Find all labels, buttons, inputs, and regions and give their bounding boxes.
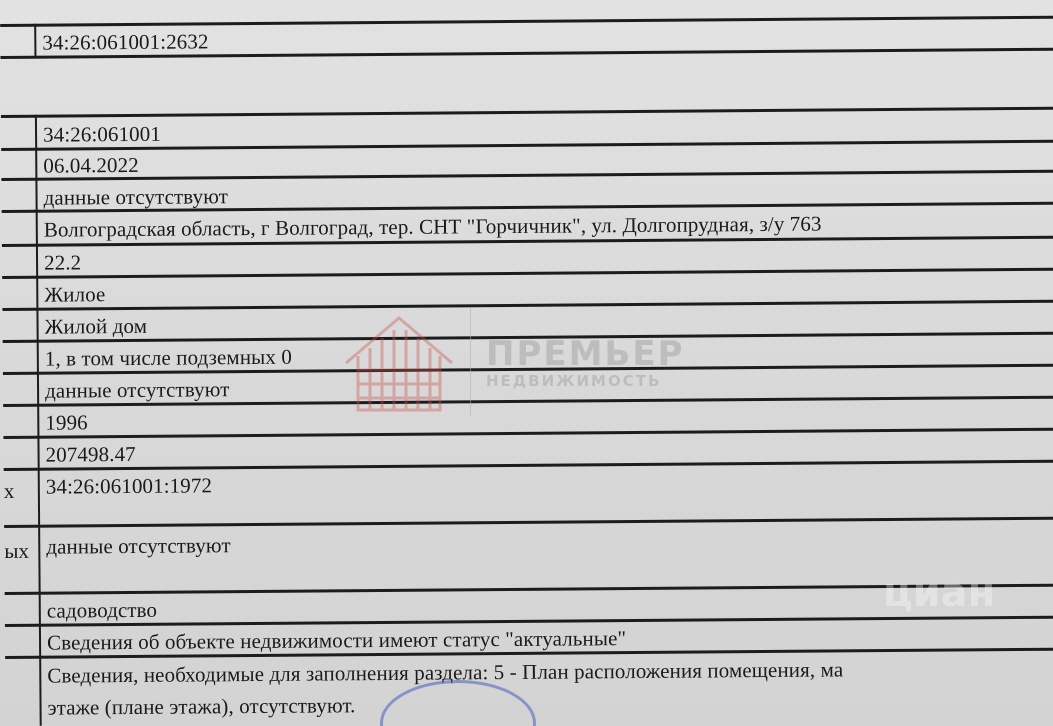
table-rule xyxy=(3,428,1053,439)
land-use-type: садоводство xyxy=(46,597,158,623)
cadastral-number: 34:26:061001:2632 xyxy=(42,29,209,55)
status-note: Сведения об объекте недвижимости имеют статус "актуальные" xyxy=(46,626,627,655)
cadastral-quarter: 34:26:061001 xyxy=(42,121,162,147)
table-cell-value: данные отсутствуют xyxy=(43,184,229,210)
section-note: Сведения, необходимые для заполнения раздела: 5 - План расположения помещения, ма xyxy=(47,657,844,688)
land-plot-number: 34:26:061001:1972 xyxy=(45,473,213,499)
corner-watermark: циан xyxy=(883,570,996,616)
table-rule xyxy=(4,517,1053,528)
column-divider xyxy=(34,24,36,58)
table-rule xyxy=(1,107,1053,118)
table-rule xyxy=(4,460,1053,471)
address: Волгоградская область, г Волгоград, тер. СНТ "Горчичник", ул. Долгопрудная, з/у 763 xyxy=(43,211,822,242)
registration-date: 06.04.2022 xyxy=(43,152,139,178)
left-column-fragment: х xyxy=(3,478,15,503)
table-rule xyxy=(1,170,1053,181)
table-rule xyxy=(0,16,1053,27)
floors-count: 1, в том числе подземных 0 xyxy=(44,344,292,371)
section-note-continued: этаже (плане этажа), отсутствуют. xyxy=(47,693,356,720)
table-rule xyxy=(2,300,1053,311)
table-cell-value: данные отсутствуют xyxy=(46,533,231,559)
cadastral-value: 207498.47 xyxy=(45,441,136,467)
watermark-subtitle: НЕДВИЖИМОСТЬ xyxy=(486,372,662,390)
table-rule xyxy=(3,332,1053,343)
column-divider xyxy=(35,115,42,726)
table-rule xyxy=(2,268,1053,279)
left-column-fragment: ых xyxy=(4,538,30,563)
object-name: Жилой дом xyxy=(44,313,148,339)
purpose: Жилое xyxy=(44,282,106,307)
table-cell-value: данные отсутствуют xyxy=(44,377,230,403)
area: 22.2 xyxy=(43,250,82,275)
watermark-brand-name: ПРЕМЬЕР xyxy=(486,334,685,374)
construction-year: 1996 xyxy=(45,410,88,435)
